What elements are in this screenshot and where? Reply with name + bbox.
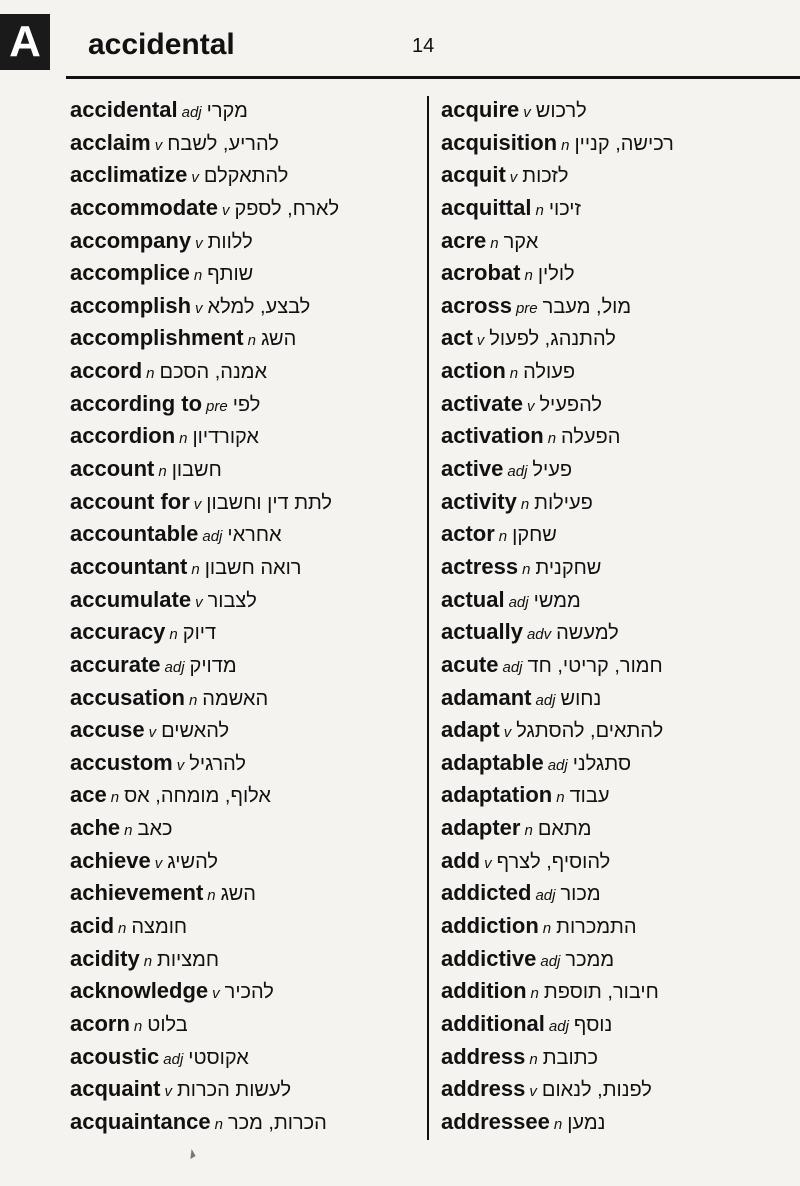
entry-translation: השג	[260, 328, 297, 351]
entry-headword: accumulate	[70, 586, 192, 612]
dictionary-entry	[441, 910, 796, 943]
entry-headword: acquire	[441, 97, 520, 122]
entry-part-of-speech: adj	[202, 528, 223, 546]
entry-part-of-speech: v	[154, 136, 163, 154]
entry-translation: סתגלני	[572, 752, 632, 775]
dictionary-entry	[70, 94, 422, 127]
entry-part-of-speech: adv	[526, 626, 552, 644]
entry-translation: להתנהג, לפעול	[489, 328, 616, 351]
entry-headword: accurate	[70, 651, 161, 677]
entry-translation: לצבור	[207, 589, 257, 612]
entry-translation: מול, מעבר	[542, 295, 632, 318]
dictionary-entry	[441, 290, 796, 323]
entry-part-of-speech: n	[146, 365, 155, 383]
dictionary-entry	[70, 584, 422, 617]
entry-part-of-speech: v	[164, 1083, 172, 1101]
entry-translation: נוסף	[573, 1013, 613, 1036]
entry-headword: accustom	[70, 749, 173, 775]
entry-part-of-speech: v	[195, 234, 203, 252]
dictionary-entry	[441, 1073, 796, 1106]
entry-headword: act	[441, 325, 473, 351]
entry-translation: להפעיל	[539, 393, 602, 416]
entry-part-of-speech: n	[542, 920, 552, 938]
entry-part-of-speech: n	[169, 626, 178, 644]
entry-headword: acquaint	[70, 1076, 161, 1102]
entry-translation: להאשים	[161, 720, 230, 743]
entry-part-of-speech: adj	[547, 756, 568, 774]
dictionary-entry	[441, 225, 796, 258]
dictionary-entry	[441, 682, 796, 715]
entry-headword: account for	[70, 488, 190, 514]
entry-part-of-speech: n	[118, 920, 127, 938]
entry-headword: accomplice	[70, 260, 190, 286]
entry-part-of-speech: v	[148, 724, 157, 742]
entry-part-of-speech: n	[556, 789, 565, 807]
entry-headword: acknowledge	[70, 978, 209, 1004]
dictionary-entry	[441, 747, 796, 780]
entry-part-of-speech: n	[133, 1017, 143, 1035]
entry-headword: acre	[441, 227, 487, 253]
entry-part-of-speech: adj	[164, 658, 185, 676]
dictionary-entry	[441, 812, 796, 845]
entry-headword: accountable	[70, 521, 199, 547]
entry-part-of-speech: adj	[548, 1017, 569, 1035]
entry-translation: לזכות	[522, 165, 569, 188]
entry-part-of-speech: n	[110, 789, 120, 807]
entry-translation: הפעלה	[561, 426, 621, 449]
dictionary-entry	[70, 682, 422, 715]
entry-translation: נמען	[567, 1111, 606, 1134]
entry-translation: להתאים, להסתגל	[516, 720, 664, 743]
entry-part-of-speech: n	[524, 822, 533, 840]
entry-part-of-speech: n	[179, 430, 188, 448]
dictionary-entry	[70, 1041, 422, 1074]
letter-tab: A	[0, 14, 50, 70]
entry-headword: addictive	[441, 945, 537, 971]
entry-translation: דיוק	[182, 622, 217, 645]
entry-part-of-speech: adj	[502, 658, 523, 676]
entry-part-of-speech: n	[547, 430, 557, 448]
entry-headword: accompany	[70, 227, 192, 253]
entry-translation: האשמה	[202, 687, 269, 710]
dictionary-entry	[70, 943, 422, 976]
dictionary-entry	[70, 910, 422, 943]
dictionary-entry	[441, 388, 796, 421]
entry-part-of-speech: n	[535, 201, 544, 219]
entry-part-of-speech: v	[195, 299, 203, 317]
entry-headword: adaptable	[441, 749, 544, 775]
entry-translation: זיכוי	[548, 197, 581, 220]
dictionary-entry	[441, 943, 796, 976]
entry-headword: acorn	[70, 1010, 130, 1036]
entry-part-of-speech: v	[193, 495, 202, 513]
entry-part-of-speech: n	[522, 560, 531, 578]
entry-headword: accomplish	[70, 292, 192, 318]
entry-part-of-speech: v	[509, 169, 518, 187]
entry-headword: actually	[441, 619, 523, 645]
entry-translation: רואה חשבון	[204, 556, 302, 579]
left-column	[70, 94, 422, 1139]
entry-part-of-speech: v	[529, 1083, 537, 1101]
entry-translation: אמנה, הסכם	[159, 361, 268, 384]
dictionary-entry	[70, 257, 422, 290]
entry-headword: according to	[70, 390, 203, 416]
entry-translation: להריע, לשבח	[167, 132, 279, 155]
entry-part-of-speech: v	[503, 724, 512, 742]
dictionary-entry	[70, 225, 422, 258]
entry-part-of-speech: n	[247, 332, 256, 350]
entry-translation: ללוות	[207, 230, 253, 253]
entry-headword: acquittal	[441, 194, 532, 220]
entry-headword: accordion	[70, 423, 176, 449]
entry-translation: נחוש	[560, 687, 602, 710]
dictionary-entry	[70, 845, 422, 878]
entry-part-of-speech: adj	[507, 463, 528, 481]
entry-headword: accuse	[70, 717, 145, 743]
dictionary-entry	[70, 192, 422, 225]
pencil-mark	[186, 1149, 195, 1159]
entry-headword: ache	[70, 815, 121, 841]
entry-translation: פעילות	[534, 491, 593, 514]
entry-translation: אקר	[503, 230, 539, 253]
entry-headword: addicted	[441, 880, 532, 906]
entry-part-of-speech: adj	[181, 104, 202, 121]
entry-headword: actor	[441, 521, 495, 547]
entry-translation: אקורדיון	[192, 426, 259, 449]
dictionary-entry	[441, 420, 796, 453]
entry-part-of-speech: v	[154, 854, 163, 872]
entry-headword: achieve	[70, 847, 151, 873]
entry-headword: active	[441, 456, 504, 482]
entry-part-of-speech: n	[191, 560, 200, 578]
entry-part-of-speech: n	[158, 463, 167, 481]
entry-headword: accuracy	[70, 619, 166, 645]
dictionary-entry	[70, 453, 422, 486]
entry-headword: addressee	[441, 1108, 550, 1134]
dictionary-entry	[441, 1008, 796, 1041]
dictionary-entry	[441, 779, 796, 812]
dictionary-entry	[70, 616, 422, 649]
entry-headword: adapt	[441, 717, 500, 743]
entry-headword: acoustic	[70, 1043, 160, 1069]
entry-translation: אלוף, מומחה, אס	[124, 785, 271, 808]
dictionary-entry	[70, 551, 422, 584]
entry-part-of-speech: n	[124, 822, 133, 840]
dictionary-entry	[441, 616, 796, 649]
dictionary-entry	[70, 877, 422, 910]
entry-translation: לארח, לספק	[234, 197, 340, 220]
dictionary-entry	[70, 159, 422, 192]
dictionary-entry	[441, 257, 796, 290]
dictionary-entry	[441, 584, 796, 617]
entry-headword: acute	[441, 651, 499, 677]
entry-translation: לבצע, למלא	[207, 295, 311, 318]
entry-headword: acclaim	[70, 129, 151, 155]
entry-translation: למעשה	[556, 622, 619, 645]
entry-part-of-speech: n	[553, 1115, 563, 1133]
dictionary-entry	[70, 812, 422, 845]
entry-part-of-speech: n	[498, 528, 508, 546]
dictionary-entry	[441, 845, 796, 878]
entry-headword: account	[70, 456, 155, 482]
entry-translation: להתאקלם	[203, 165, 289, 188]
dictionary-entry	[70, 420, 422, 453]
entry-translation: לפנות, לנאום	[541, 1079, 652, 1102]
entry-translation: מכור	[560, 883, 601, 906]
entry-part-of-speech: n	[520, 495, 530, 513]
entry-translation: מקרי	[206, 100, 248, 122]
entry-part-of-speech: v	[476, 332, 485, 350]
guide-word: accidental	[88, 28, 235, 61]
entry-headword: adamant	[441, 684, 532, 710]
entry-translation: התמכרות	[556, 916, 637, 939]
entry-part-of-speech: v	[523, 104, 531, 121]
entry-headword: acquisition	[441, 129, 558, 155]
entry-part-of-speech: n	[193, 267, 203, 285]
entry-translation: חשבון	[171, 459, 222, 482]
dictionary-entry	[70, 127, 422, 160]
entry-headword: activation	[441, 423, 544, 449]
entry-headword: accomplishment	[70, 325, 244, 351]
entry-translation: להוסיף, לצרף	[496, 850, 611, 873]
entry-headword: accord	[70, 358, 143, 384]
dictionary-entry	[441, 486, 796, 519]
dictionary-entry	[441, 159, 796, 192]
entry-headword: adapter	[441, 815, 521, 841]
page-number: 14	[412, 35, 435, 57]
entry-translation: להשיג	[167, 850, 218, 873]
entry-part-of-speech: adj	[163, 1050, 184, 1068]
entry-part-of-speech: n	[509, 365, 519, 383]
entry-translation: להרגיל	[189, 752, 247, 775]
entry-headword: actual	[441, 586, 505, 612]
column-divider	[427, 96, 429, 1140]
entry-headword: across	[441, 292, 512, 318]
entry-headword: activate	[441, 390, 523, 416]
entry-part-of-speech: adj	[535, 887, 556, 905]
entry-part-of-speech: n	[530, 985, 539, 1003]
dictionary-entry	[70, 747, 422, 780]
right-column	[441, 94, 796, 1139]
entry-headword: addiction	[441, 913, 539, 939]
dictionary-entry	[70, 486, 422, 519]
entry-headword: acidity	[70, 945, 140, 971]
dictionary-entry	[441, 127, 796, 160]
entry-part-of-speech: n	[490, 234, 499, 252]
entry-translation: פעולה	[523, 361, 576, 384]
entry-translation: כתובת	[542, 1046, 599, 1069]
entry-part-of-speech: n	[529, 1050, 538, 1068]
entry-translation: רכישה, קניין	[574, 132, 674, 155]
entry-translation: שחקנית	[535, 556, 602, 579]
dictionary-entry	[70, 714, 422, 747]
entry-headword: address	[441, 1076, 526, 1102]
entry-part-of-speech: adj	[540, 952, 561, 970]
entry-part-of-speech: adj	[508, 593, 529, 611]
dictionary-entry	[441, 355, 796, 388]
dictionary-entry	[70, 518, 422, 551]
entry-part-of-speech: v	[526, 397, 535, 415]
entry-headword: ace	[70, 782, 107, 808]
entry-translation: השג	[220, 883, 256, 906]
entry-headword: activity	[441, 488, 517, 514]
entry-translation: פעיל	[532, 459, 573, 482]
dictionary-entry	[70, 355, 422, 388]
entry-translation: שחקן	[512, 524, 557, 547]
entry-translation: חומצה	[131, 916, 188, 939]
dictionary-entry	[70, 1106, 422, 1139]
dictionary-entry	[70, 975, 422, 1008]
entry-headword: addition	[441, 978, 527, 1004]
dictionary-entry	[70, 322, 422, 355]
entry-headword: add	[441, 847, 481, 873]
entry-translation: חיבור, תוספת	[543, 981, 659, 1004]
header-rule	[66, 76, 800, 79]
entry-translation: לולין	[537, 263, 575, 286]
entry-headword: address	[441, 1043, 526, 1069]
entry-translation: לתת דין וחשבון	[206, 491, 333, 514]
entry-headword: accusation	[70, 684, 185, 710]
dictionary-entry	[441, 877, 796, 910]
entry-translation: לפי	[232, 393, 261, 416]
entry-translation: בלוט	[147, 1013, 188, 1036]
dictionary-entry	[70, 1008, 422, 1041]
dictionary-entry	[441, 192, 796, 225]
entry-translation: לרכוש	[535, 100, 587, 122]
dictionary-entry	[441, 649, 796, 682]
dictionary-entry	[441, 975, 796, 1008]
entry-translation: אקוסטי	[188, 1046, 249, 1069]
entry-headword: accountant	[70, 553, 188, 579]
entry-part-of-speech: adj	[535, 691, 556, 709]
entry-translation: עבוד	[569, 785, 610, 808]
entry-part-of-speech: pre	[515, 299, 538, 317]
entry-headword: additional	[441, 1010, 545, 1036]
dictionary-entry	[70, 779, 422, 812]
entry-headword: acquaintance	[70, 1108, 211, 1134]
entry-translation: חמציות	[157, 948, 220, 971]
entry-part-of-speech: pre	[206, 397, 228, 415]
dictionary-entry	[70, 649, 422, 682]
dictionary-entry	[441, 1041, 796, 1074]
entry-part-of-speech: v	[176, 756, 185, 774]
entry-translation: כאב	[137, 818, 173, 841]
entry-headword: achievement	[70, 880, 204, 906]
dictionary-entry	[441, 551, 796, 584]
entry-translation: שותף	[207, 263, 254, 286]
entry-headword: acclimatize	[70, 162, 188, 188]
entry-part-of-speech: n	[188, 691, 198, 709]
entry-translation: להכיר	[224, 981, 274, 1004]
entry-translation: ממכר	[565, 948, 615, 971]
entry-headword: adaptation	[441, 782, 553, 808]
entry-headword: acid	[70, 913, 115, 939]
entry-headword: actress	[441, 553, 519, 579]
entry-part-of-speech: v	[221, 201, 230, 219]
dictionary-entry	[441, 322, 796, 355]
entry-part-of-speech: n	[524, 267, 533, 285]
dictionary-entry	[441, 714, 796, 747]
dictionary-entry	[441, 1106, 796, 1139]
entry-translation: מתאם	[537, 818, 592, 841]
entry-headword: acrobat	[441, 260, 521, 286]
entry-translation: מדויק	[189, 654, 237, 677]
entry-headword: action	[441, 358, 506, 384]
dictionary-entry	[70, 1073, 422, 1106]
entry-headword: accidental	[70, 97, 178, 122]
entry-part-of-speech: v	[484, 854, 492, 872]
entry-headword: acquit	[441, 162, 506, 188]
entry-headword: accommodate	[70, 194, 218, 220]
entry-part-of-speech: v	[212, 985, 220, 1003]
entry-part-of-speech: n	[143, 952, 153, 970]
entry-translation: אחראי	[227, 524, 282, 547]
dictionary-entry	[441, 94, 796, 127]
dictionary-entry	[441, 518, 796, 551]
entry-part-of-speech: n	[214, 1115, 223, 1133]
entry-part-of-speech: v	[195, 593, 203, 611]
dictionary-entry	[441, 453, 796, 486]
entry-translation: לעשות הכרות	[176, 1079, 292, 1102]
entry-part-of-speech: v	[191, 169, 199, 187]
entry-translation: ממשי	[533, 589, 581, 612]
entry-part-of-speech: n	[561, 136, 570, 154]
dictionary-entry	[70, 388, 422, 421]
entry-part-of-speech: n	[207, 887, 216, 905]
entry-translation: הכרות, מכר	[227, 1111, 327, 1134]
entry-translation: חמור, קריטי, חד	[527, 654, 663, 677]
dictionary-entry	[70, 290, 422, 323]
